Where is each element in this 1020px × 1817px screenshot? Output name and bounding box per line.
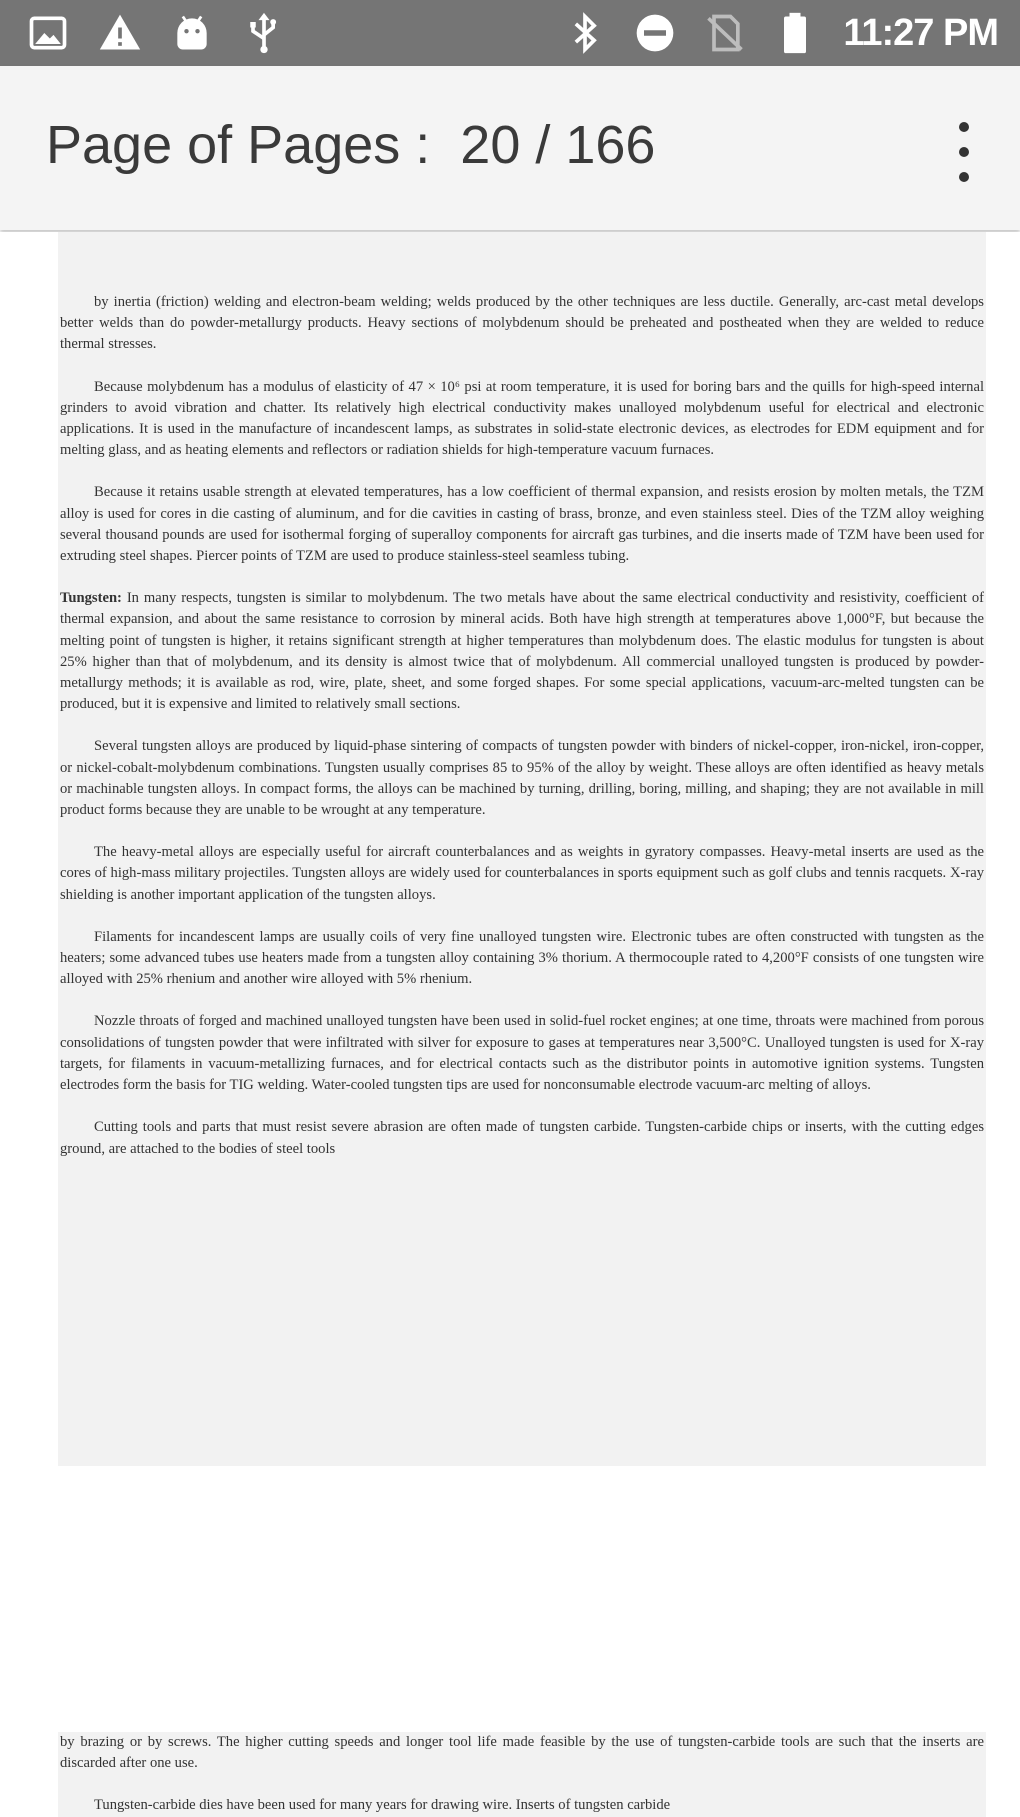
status-right-icons [563,10,998,56]
page-of-pages-title: Page of Pages : 20 / 166 [46,115,656,175]
android-icon [170,11,214,55]
document-paragraph [60,1732,984,1774]
menu-dot [959,122,969,132]
no-sim-icon [703,11,747,55]
bluetooth-icon [563,11,607,55]
paragraph-text: by brazing or by screws. The higher cutting speeds and longer tool life made feasible by the use of tungsten-carbide tools are such that the inserts are discarded after one use. [60,1734,984,1772]
more-vert-icon[interactable] [944,122,984,182]
paragraph-text: by inertia (friction) welding and electron-beam welding; welds produced by the other techniques are less ductile. Generally, arc-cast metal develops better welds than do powder-metallurgy products. Heavy sections of molybdenum should be preheated and postheated when they are welded to reduce thermal stresses. [60,294,984,353]
battery-icon [773,11,817,55]
paragraph-text: Because molybdenum has a modulus of elasticity of 47 × 10⁶ psi at room temperature, it is used for boring bars and the quills for high-speed internal grinders to avoid vibration and chatter. Its relatively high electrical conductivity makes unalloyed molybdenum useful for electrical and electronic applications. It is used in the manufacture of incandescent lamps, as substrates in solid-state electronic devices, as electrodes for EDM equipment and for melting glass, and as heating elements and reflectors or radiation shields for high-temperature vacuum furnaces. [60,378,984,459]
document-paragraph [60,842,984,906]
paragraph-text: Cutting tools and parts that must resist severe abrasion are often made of tungsten carbide. Tungsten-carbide chips or inserts, with the cutting edges ground, are attached to the bodies of steel tools [60,1119,984,1157]
paragraph-text: The heavy-metal alloys are especially useful for aircraft counterbalances and as weights in gyratory compasses. Heavy-metal inserts are used as the cores of high-mass military projectiles. Tungsten alloys are widely used for counterbalances in sports equipment such as golf clubs and tennis racquets. X-ray shielding is another important application of the tungsten alloys. [60,844,984,903]
document-viewer[interactable] [0,232,1020,1817]
menu-dot [959,172,969,182]
paragraph-text: Several tungsten alloys are produced by liquid-phase sintering of compacts of tungsten powder with binders of nickel-copper, iron-nickel, iron-copper, or nickel-cobalt-molybdenum combinations. Tungsten usually comprises 85 to 95% of the alloy by weight. These alloys are often identified as heavy metals or machinable tungsten alloys. In compact forms, the alloys can be machined by turning, drilling, boring, milling, and shaping; they are not available in mill product forms because they are unable to be wrought at any temperature. [60,738,984,819]
document-paragraph [60,377,984,462]
warning-icon [98,11,142,55]
paragraph-text: Tungsten-carbide dies have been used for many years for drawing wire. Inserts of tungsten carbide [94,1797,671,1814]
paragraph-lead: Tungsten: [60,590,122,607]
paragraph-text: In many respects, tungsten is similar to molybdenum. The two metals have about the same electrical conductivity and resistivity, coefficient of thermal expansion, and about the same resistance to corrosion by mineral acids. Both have high strength at temperatures above 1,000°F, but because the melting point of tungsten is higher, it retains significant strength at higher temperatures than molybdenum does. The elastic modulus for tungsten is about 25% higher than that of molybdenum, and its density is almost twice that of molybdenum. All commercial unalloyed tungsten is produced by powder-metallurgy methods; it is available as rod, wire, plate, sheet, and some forged shapes. For some special applications, vacuum-arc-melted tungsten can be produced, but it is expensive and limited to relatively small sections. [60,590,984,713]
app-bar [0,66,1020,230]
document-paragraph [60,1795,984,1816]
paragraph-text: Because it retains usable strength at elevated temperatures, has a low coefficient of thermal expansion, and resists erosion by molten metals, the TZM alloy is used for cores in die casting of aluminum, and for die cavities in casting of brass, bronze, and even stainless steel. Dies of the TZM alloy weighing several thousand pounds are used for isothermal forging of superalloy components for aircraft gas turbines, and die inserts made of TZM have been used for extruding steel shapes. Piercer points of TZM are used to produce stainless-steel seamless tubing. [60,484,984,565]
do-not-disturb-icon [633,11,677,55]
document-page-current [58,232,986,1466]
document-paragraph [60,1011,984,1096]
document-paragraph [60,482,984,567]
status-time: 11:27 PM [843,11,998,54]
document-paragraph [60,927,984,991]
document-paragraph [60,1117,984,1159]
document-paragraph [60,736,984,821]
document-paragraph [60,588,984,715]
usb-icon [242,11,286,55]
status-left-icons [26,10,286,56]
status-bar [0,0,1020,66]
paragraph-text: Nozzle throats of forged and machined unalloyed tungsten have been used in solid-fuel rocket engines; at one time, throats were machined from porous consolidations of tungsten powder that were infiltrated with silver for exposure to gases at temperatures near 3,500°C. Unalloyed tungsten is used for X-ray targets, for filaments in vacuum-metallizing furnaces, and for electrical contacts such as the distributor points in automotive ignition systems. Tungsten electrodes form the basis for TIG welding. Water-cooled tungsten tips are used for nonconsumable electrode vacuum-arc melting of alloys. [60,1013,984,1094]
menu-dot [959,147,969,157]
image-icon [26,11,70,55]
document-paragraph [60,292,984,356]
document-page-next [58,1732,986,1817]
paragraph-text: Filaments for incandescent lamps are usually coils of very fine unalloyed tungsten wire. Electronic tubes are often constructed with tungsten as the heaters; some advanced tubes use heaters made from a tungsten alloy containing 3% thorium. A thermocouple rated to 4,200°F consists of one tungsten wire alloyed with 25% rhenium and another wire alloyed with 5% rhenium. [60,928,984,988]
